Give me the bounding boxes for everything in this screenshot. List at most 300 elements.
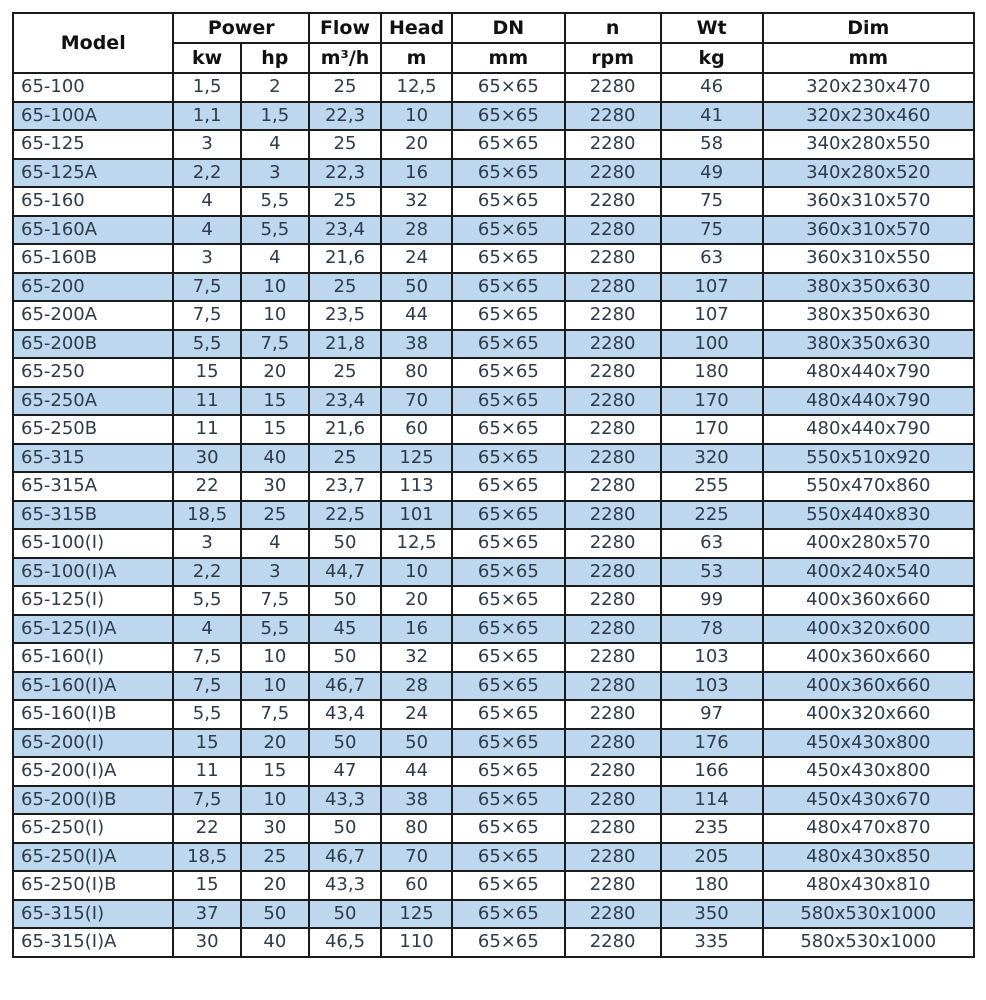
cell-model: 65-160A bbox=[13, 216, 173, 245]
cell-n-rpm: 2280 bbox=[565, 130, 661, 159]
cell-model: 65-200(I) bbox=[13, 729, 173, 758]
cell-dn: 65×65 bbox=[452, 273, 564, 302]
header-power: Power bbox=[173, 13, 308, 43]
cell-dn: 65×65 bbox=[452, 159, 564, 188]
cell-n-rpm: 2280 bbox=[565, 643, 661, 672]
cell-power-kw: 15 bbox=[173, 358, 240, 387]
table-row bbox=[13, 928, 974, 957]
cell-wt: 103 bbox=[661, 643, 763, 672]
cell-head: 101 bbox=[381, 501, 452, 530]
cell-power-hp: 10 bbox=[241, 786, 309, 815]
cell-n-rpm: 2280 bbox=[565, 187, 661, 216]
cell-head: 28 bbox=[381, 672, 452, 701]
cell-power-hp: 2 bbox=[241, 73, 309, 102]
cell-flow: 21,6 bbox=[309, 244, 381, 273]
cell-wt: 99 bbox=[661, 586, 763, 615]
cell-power-kw: 3 bbox=[173, 244, 240, 273]
header-unit-hp: hp bbox=[241, 43, 309, 73]
cell-power-kw: 30 bbox=[173, 928, 240, 957]
cell-model: 65-125A bbox=[13, 159, 173, 188]
cell-flow: 43,3 bbox=[309, 786, 381, 815]
cell-flow: 21,6 bbox=[309, 415, 381, 444]
pump-spec-table bbox=[12, 12, 975, 958]
cell-n-rpm: 2280 bbox=[565, 871, 661, 900]
cell-power-kw: 5,5 bbox=[173, 700, 240, 729]
cell-n-rpm: 2280 bbox=[565, 615, 661, 644]
cell-power-kw: 7,5 bbox=[173, 643, 240, 672]
cell-head: 24 bbox=[381, 700, 452, 729]
cell-head: 24 bbox=[381, 244, 452, 273]
cell-dn: 65×65 bbox=[452, 387, 564, 416]
cell-flow: 44,7 bbox=[309, 558, 381, 587]
cell-head: 20 bbox=[381, 586, 452, 615]
cell-n-rpm: 2280 bbox=[565, 814, 661, 843]
cell-head: 28 bbox=[381, 216, 452, 245]
cell-n-rpm: 2280 bbox=[565, 843, 661, 872]
cell-dim: 550x510x920 bbox=[763, 444, 974, 473]
cell-dn: 65×65 bbox=[452, 187, 564, 216]
cell-head: 50 bbox=[381, 273, 452, 302]
cell-dim: 380x350x630 bbox=[763, 273, 974, 302]
cell-n-rpm: 2280 bbox=[565, 529, 661, 558]
cell-wt: 49 bbox=[661, 159, 763, 188]
cell-wt: 100 bbox=[661, 330, 763, 359]
cell-model: 65-200(I)B bbox=[13, 786, 173, 815]
cell-power-hp: 20 bbox=[241, 871, 309, 900]
cell-flow: 50 bbox=[309, 643, 381, 672]
cell-wt: 75 bbox=[661, 216, 763, 245]
cell-dn: 65×65 bbox=[452, 216, 564, 245]
cell-head: 12,5 bbox=[381, 529, 452, 558]
cell-model: 65-315(I) bbox=[13, 900, 173, 929]
cell-dn: 65×65 bbox=[452, 102, 564, 131]
cell-flow: 22,3 bbox=[309, 159, 381, 188]
table-row bbox=[13, 615, 974, 644]
header-flow: Flow bbox=[309, 13, 381, 43]
cell-power-hp: 4 bbox=[241, 244, 309, 273]
cell-dn: 65×65 bbox=[452, 643, 564, 672]
cell-dn: 65×65 bbox=[452, 130, 564, 159]
cell-dim: 400x320x600 bbox=[763, 615, 974, 644]
cell-wt: 176 bbox=[661, 729, 763, 758]
cell-power-hp: 15 bbox=[241, 387, 309, 416]
table-row bbox=[13, 444, 974, 473]
cell-dn: 65×65 bbox=[452, 786, 564, 815]
cell-head: 38 bbox=[381, 786, 452, 815]
cell-flow: 25 bbox=[309, 130, 381, 159]
cell-power-hp: 10 bbox=[241, 643, 309, 672]
cell-dim: 480x440x790 bbox=[763, 387, 974, 416]
table-header bbox=[13, 13, 974, 73]
cell-head: 44 bbox=[381, 757, 452, 786]
table-row bbox=[13, 301, 974, 330]
cell-wt: 63 bbox=[661, 244, 763, 273]
cell-dn: 65×65 bbox=[452, 729, 564, 758]
cell-model: 65-250B bbox=[13, 415, 173, 444]
header-head: Head bbox=[381, 13, 452, 43]
cell-flow: 46,5 bbox=[309, 928, 381, 957]
table-row bbox=[13, 586, 974, 615]
cell-n-rpm: 2280 bbox=[565, 586, 661, 615]
cell-wt: 75 bbox=[661, 187, 763, 216]
cell-power-kw: 15 bbox=[173, 871, 240, 900]
header-dim: Dim bbox=[763, 13, 974, 43]
cell-model: 65-200A bbox=[13, 301, 173, 330]
cell-flow: 50 bbox=[309, 529, 381, 558]
cell-model: 65-100(I) bbox=[13, 529, 173, 558]
cell-dn: 65×65 bbox=[452, 757, 564, 786]
cell-n-rpm: 2280 bbox=[565, 472, 661, 501]
cell-dn: 65×65 bbox=[452, 700, 564, 729]
cell-power-kw: 2,2 bbox=[173, 159, 240, 188]
cell-dn: 65×65 bbox=[452, 900, 564, 929]
cell-model: 65-160(I)B bbox=[13, 700, 173, 729]
table-row bbox=[13, 358, 974, 387]
header-wt: Wt bbox=[661, 13, 763, 43]
cell-dim: 480x430x850 bbox=[763, 843, 974, 872]
cell-head: 38 bbox=[381, 330, 452, 359]
cell-dim: 400x320x660 bbox=[763, 700, 974, 729]
cell-flow: 50 bbox=[309, 586, 381, 615]
cell-model: 65-200 bbox=[13, 273, 173, 302]
cell-wt: 46 bbox=[661, 73, 763, 102]
cell-model: 65-315(I)A bbox=[13, 928, 173, 957]
cell-dim: 380x350x630 bbox=[763, 301, 974, 330]
cell-model: 65-100A bbox=[13, 102, 173, 131]
cell-flow: 22,5 bbox=[309, 501, 381, 530]
cell-dim: 450x430x670 bbox=[763, 786, 974, 815]
cell-model: 65-160 bbox=[13, 187, 173, 216]
cell-head: 32 bbox=[381, 187, 452, 216]
cell-power-kw: 3 bbox=[173, 529, 240, 558]
cell-n-rpm: 2280 bbox=[565, 273, 661, 302]
cell-head: 80 bbox=[381, 814, 452, 843]
table-row bbox=[13, 672, 974, 701]
cell-dim: 450x430x800 bbox=[763, 729, 974, 758]
cell-power-hp: 7,5 bbox=[241, 700, 309, 729]
header-model: Model bbox=[13, 13, 173, 73]
cell-dn: 65×65 bbox=[452, 358, 564, 387]
cell-power-hp: 1,5 bbox=[241, 102, 309, 131]
cell-flow: 43,3 bbox=[309, 871, 381, 900]
cell-dim: 400x360x660 bbox=[763, 586, 974, 615]
table-row bbox=[13, 900, 974, 929]
cell-power-kw: 37 bbox=[173, 900, 240, 929]
cell-wt: 350 bbox=[661, 900, 763, 929]
cell-model: 65-250(I) bbox=[13, 814, 173, 843]
cell-wt: 78 bbox=[661, 615, 763, 644]
cell-flow: 47 bbox=[309, 757, 381, 786]
cell-dn: 65×65 bbox=[452, 871, 564, 900]
cell-head: 32 bbox=[381, 643, 452, 672]
cell-head: 16 bbox=[381, 615, 452, 644]
cell-flow: 23,7 bbox=[309, 472, 381, 501]
cell-dim: 340x280x520 bbox=[763, 159, 974, 188]
table-row bbox=[13, 159, 974, 188]
table-row bbox=[13, 73, 974, 102]
cell-power-kw: 7,5 bbox=[173, 273, 240, 302]
cell-power-kw: 11 bbox=[173, 387, 240, 416]
cell-dim: 550x470x860 bbox=[763, 472, 974, 501]
cell-power-kw: 4 bbox=[173, 187, 240, 216]
cell-wt: 255 bbox=[661, 472, 763, 501]
cell-head: 125 bbox=[381, 900, 452, 929]
header-n: n bbox=[565, 13, 661, 43]
cell-head: 10 bbox=[381, 102, 452, 131]
cell-wt: 235 bbox=[661, 814, 763, 843]
table-row bbox=[13, 102, 974, 131]
cell-power-kw: 7,5 bbox=[173, 672, 240, 701]
header-unit-dn: mm bbox=[452, 43, 564, 73]
cell-dim: 340x280x550 bbox=[763, 130, 974, 159]
cell-n-rpm: 2280 bbox=[565, 358, 661, 387]
cell-dn: 65×65 bbox=[452, 928, 564, 957]
cell-dim: 480x470x870 bbox=[763, 814, 974, 843]
cell-flow: 25 bbox=[309, 187, 381, 216]
cell-power-hp: 20 bbox=[241, 729, 309, 758]
cell-flow: 23,4 bbox=[309, 216, 381, 245]
cell-power-kw: 7,5 bbox=[173, 786, 240, 815]
cell-wt: 97 bbox=[661, 700, 763, 729]
cell-dim: 580x530x1000 bbox=[763, 900, 974, 929]
cell-dn: 65×65 bbox=[452, 330, 564, 359]
table-body bbox=[13, 73, 974, 957]
cell-power-kw: 3 bbox=[173, 130, 240, 159]
cell-dim: 400x360x660 bbox=[763, 643, 974, 672]
cell-flow: 23,4 bbox=[309, 387, 381, 416]
cell-model: 65-250 bbox=[13, 358, 173, 387]
cell-model: 65-160(I)A bbox=[13, 672, 173, 701]
cell-flow: 25 bbox=[309, 444, 381, 473]
cell-power-kw: 30 bbox=[173, 444, 240, 473]
header-unit-flow: m³/h bbox=[309, 43, 381, 73]
table-row bbox=[13, 871, 974, 900]
cell-dn: 65×65 bbox=[452, 501, 564, 530]
cell-power-kw: 5,5 bbox=[173, 330, 240, 359]
cell-dn: 65×65 bbox=[452, 615, 564, 644]
cell-power-hp: 25 bbox=[241, 501, 309, 530]
table-row bbox=[13, 786, 974, 815]
cell-dn: 65×65 bbox=[452, 472, 564, 501]
cell-dim: 380x350x630 bbox=[763, 330, 974, 359]
cell-flow: 46,7 bbox=[309, 843, 381, 872]
cell-wt: 107 bbox=[661, 301, 763, 330]
cell-power-kw: 22 bbox=[173, 472, 240, 501]
cell-dim: 320x230x460 bbox=[763, 102, 974, 131]
table-row bbox=[13, 501, 974, 530]
cell-power-hp: 30 bbox=[241, 814, 309, 843]
cell-dim: 360x310x570 bbox=[763, 216, 974, 245]
cell-dim: 480x430x810 bbox=[763, 871, 974, 900]
cell-model: 65-315B bbox=[13, 501, 173, 530]
cell-head: 12,5 bbox=[381, 73, 452, 102]
table-row bbox=[13, 130, 974, 159]
cell-model: 65-250A bbox=[13, 387, 173, 416]
cell-power-hp: 7,5 bbox=[241, 586, 309, 615]
cell-dim: 480x440x790 bbox=[763, 415, 974, 444]
header-unit-dim: mm bbox=[763, 43, 974, 73]
cell-power-hp: 3 bbox=[241, 558, 309, 587]
cell-power-hp: 25 bbox=[241, 843, 309, 872]
cell-power-hp: 40 bbox=[241, 444, 309, 473]
cell-power-kw: 11 bbox=[173, 757, 240, 786]
cell-n-rpm: 2280 bbox=[565, 700, 661, 729]
cell-power-hp: 10 bbox=[241, 273, 309, 302]
cell-dn: 65×65 bbox=[452, 814, 564, 843]
cell-flow: 25 bbox=[309, 273, 381, 302]
table-row bbox=[13, 558, 974, 587]
header-unit-kw: kw bbox=[173, 43, 240, 73]
cell-dim: 360x310x550 bbox=[763, 244, 974, 273]
cell-head: 125 bbox=[381, 444, 452, 473]
cell-power-hp: 30 bbox=[241, 472, 309, 501]
cell-power-hp: 10 bbox=[241, 672, 309, 701]
cell-flow: 25 bbox=[309, 358, 381, 387]
cell-n-rpm: 2280 bbox=[565, 216, 661, 245]
cell-head: 70 bbox=[381, 843, 452, 872]
cell-wt: 53 bbox=[661, 558, 763, 587]
cell-wt: 107 bbox=[661, 273, 763, 302]
cell-power-hp: 4 bbox=[241, 130, 309, 159]
cell-dn: 65×65 bbox=[452, 672, 564, 701]
cell-head: 113 bbox=[381, 472, 452, 501]
cell-dn: 65×65 bbox=[452, 444, 564, 473]
table-row bbox=[13, 387, 974, 416]
header-unit-wt: kg bbox=[661, 43, 763, 73]
table-row bbox=[13, 843, 974, 872]
cell-flow: 22,3 bbox=[309, 102, 381, 131]
cell-power-hp: 40 bbox=[241, 928, 309, 957]
cell-n-rpm: 2280 bbox=[565, 159, 661, 188]
cell-power-hp: 3 bbox=[241, 159, 309, 188]
cell-model: 65-100 bbox=[13, 73, 173, 102]
cell-dim: 480x440x790 bbox=[763, 358, 974, 387]
cell-wt: 180 bbox=[661, 358, 763, 387]
cell-n-rpm: 2280 bbox=[565, 501, 661, 530]
cell-power-hp: 50 bbox=[241, 900, 309, 929]
cell-wt: 166 bbox=[661, 757, 763, 786]
cell-dim: 400x360x660 bbox=[763, 672, 974, 701]
table-row bbox=[13, 729, 974, 758]
cell-wt: 320 bbox=[661, 444, 763, 473]
table-row bbox=[13, 643, 974, 672]
cell-flow: 50 bbox=[309, 900, 381, 929]
cell-power-kw: 18,5 bbox=[173, 501, 240, 530]
cell-flow: 50 bbox=[309, 814, 381, 843]
cell-dn: 65×65 bbox=[452, 73, 564, 102]
cell-head: 70 bbox=[381, 387, 452, 416]
cell-model: 65-160(I) bbox=[13, 643, 173, 672]
header-dn: DN bbox=[452, 13, 564, 43]
cell-power-kw: 4 bbox=[173, 615, 240, 644]
cell-power-hp: 10 bbox=[241, 301, 309, 330]
cell-flow: 25 bbox=[309, 73, 381, 102]
cell-head: 20 bbox=[381, 130, 452, 159]
cell-model: 65-125(I) bbox=[13, 586, 173, 615]
cell-n-rpm: 2280 bbox=[565, 301, 661, 330]
cell-power-hp: 5,5 bbox=[241, 615, 309, 644]
cell-model: 65-125(I)A bbox=[13, 615, 173, 644]
cell-power-kw: 4 bbox=[173, 216, 240, 245]
header-unit-head: m bbox=[381, 43, 452, 73]
cell-wt: 103 bbox=[661, 672, 763, 701]
cell-power-kw: 22 bbox=[173, 814, 240, 843]
cell-model: 65-250(I)A bbox=[13, 843, 173, 872]
cell-n-rpm: 2280 bbox=[565, 102, 661, 131]
table-row bbox=[13, 415, 974, 444]
table-row bbox=[13, 187, 974, 216]
cell-model: 65-250(I)B bbox=[13, 871, 173, 900]
cell-wt: 180 bbox=[661, 871, 763, 900]
table-row bbox=[13, 757, 974, 786]
table-row bbox=[13, 216, 974, 245]
cell-wt: 225 bbox=[661, 501, 763, 530]
cell-power-hp: 15 bbox=[241, 415, 309, 444]
cell-dim: 550x440x830 bbox=[763, 501, 974, 530]
cell-wt: 170 bbox=[661, 387, 763, 416]
cell-dim: 450x430x800 bbox=[763, 757, 974, 786]
cell-dn: 65×65 bbox=[452, 558, 564, 587]
cell-model: 65-315A bbox=[13, 472, 173, 501]
cell-power-kw: 2,2 bbox=[173, 558, 240, 587]
header-unit-n: rpm bbox=[565, 43, 661, 73]
table-row bbox=[13, 273, 974, 302]
cell-n-rpm: 2280 bbox=[565, 387, 661, 416]
cell-n-rpm: 2280 bbox=[565, 244, 661, 273]
cell-head: 80 bbox=[381, 358, 452, 387]
table-row bbox=[13, 330, 974, 359]
cell-power-hp: 5,5 bbox=[241, 187, 309, 216]
cell-n-rpm: 2280 bbox=[565, 558, 661, 587]
cell-wt: 205 bbox=[661, 843, 763, 872]
cell-head: 10 bbox=[381, 558, 452, 587]
cell-wt: 41 bbox=[661, 102, 763, 131]
table-row bbox=[13, 529, 974, 558]
cell-n-rpm: 2280 bbox=[565, 729, 661, 758]
cell-n-rpm: 2280 bbox=[565, 330, 661, 359]
cell-power-hp: 5,5 bbox=[241, 216, 309, 245]
cell-power-hp: 20 bbox=[241, 358, 309, 387]
cell-dim: 320x230x470 bbox=[763, 73, 974, 102]
cell-wt: 170 bbox=[661, 415, 763, 444]
cell-power-kw: 11 bbox=[173, 415, 240, 444]
cell-wt: 114 bbox=[661, 786, 763, 815]
cell-power-kw: 1,5 bbox=[173, 73, 240, 102]
cell-dim: 400x280x570 bbox=[763, 529, 974, 558]
table-row bbox=[13, 700, 974, 729]
cell-power-kw: 15 bbox=[173, 729, 240, 758]
cell-head: 60 bbox=[381, 871, 452, 900]
cell-head: 110 bbox=[381, 928, 452, 957]
cell-flow: 23,5 bbox=[309, 301, 381, 330]
cell-n-rpm: 2280 bbox=[565, 73, 661, 102]
cell-power-kw: 5,5 bbox=[173, 586, 240, 615]
cell-power-hp: 7,5 bbox=[241, 330, 309, 359]
cell-n-rpm: 2280 bbox=[565, 672, 661, 701]
cell-n-rpm: 2280 bbox=[565, 415, 661, 444]
cell-n-rpm: 2280 bbox=[565, 757, 661, 786]
cell-n-rpm: 2280 bbox=[565, 928, 661, 957]
table-row bbox=[13, 472, 974, 501]
table-row bbox=[13, 814, 974, 843]
cell-model: 65-160B bbox=[13, 244, 173, 273]
cell-head: 16 bbox=[381, 159, 452, 188]
cell-dn: 65×65 bbox=[452, 244, 564, 273]
cell-flow: 45 bbox=[309, 615, 381, 644]
cell-model: 65-100(I)A bbox=[13, 558, 173, 587]
cell-dim: 360x310x570 bbox=[763, 187, 974, 216]
cell-power-hp: 4 bbox=[241, 529, 309, 558]
